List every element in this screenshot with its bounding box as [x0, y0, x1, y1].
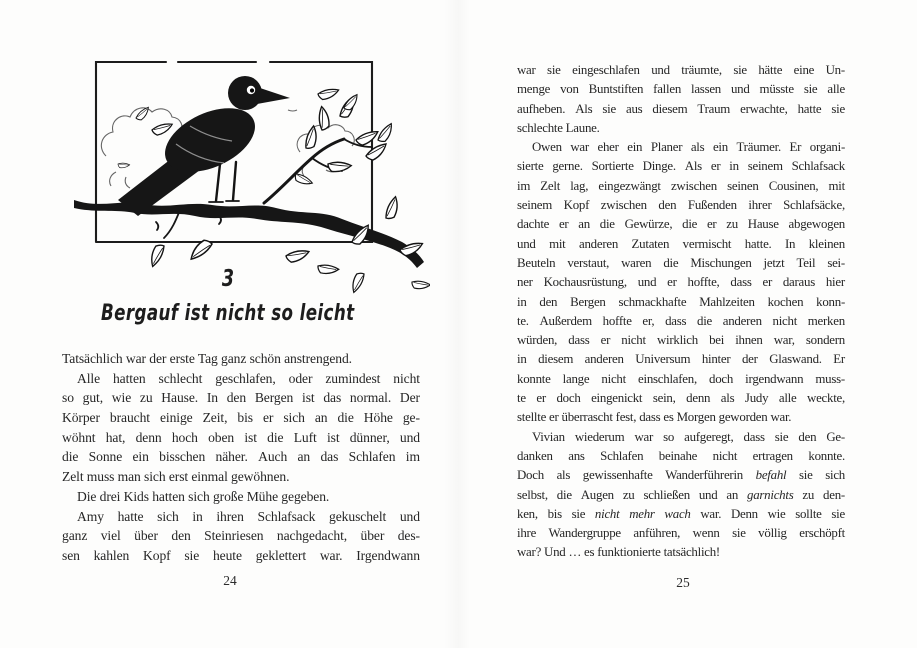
page-number-right: 25 — [676, 575, 690, 590]
text-line: danken ans Schlafen beinahe nicht ertragen konnte. — [517, 448, 845, 463]
text-line: war? Und … es funktionierte tatsächlich! — [517, 545, 720, 560]
text-line: Alle hatten schlecht geschlafen, oder zumindest nicht — [77, 370, 420, 386]
text-line: die Sonne ein bisschen näher. Auch an das Schlafen im — [62, 449, 420, 465]
text-line: in den Bergen schmackhafte Mahlzeiten kochen konn- — [517, 294, 845, 309]
left-page-text — [62, 349, 420, 566]
text-line: aufheben. Als sie aus diesem Traum erwachte, hatte sie — [517, 101, 845, 116]
text-line: Amy hatte sich in ihren Schlafsack gekuschelt und — [77, 508, 420, 524]
chapter-number: 3 — [221, 266, 235, 292]
page-number-left: 24 — [223, 573, 237, 588]
text-line: sierte gerne. Sortierte Dinge. Als er in seinem Schlafsack — [517, 159, 845, 174]
text-line: würden, dass er nicht wirklich bei ihnen war, sondern — [517, 333, 845, 348]
text-line: menge von Buntstiften fallen lassen und müsste sie alle — [517, 82, 845, 97]
text-line: schlechte Laune. — [517, 120, 600, 135]
text-line: stellte er überrascht fest, dass es Morgen geworden war. — [517, 410, 792, 425]
bird-illustration — [60, 52, 430, 300]
text-line: Vivian wiederum war so aufgeregt, dass sie den Ge- — [532, 429, 845, 444]
text-line: sen kahlen Kopf sie heute geklettert war. Irgendwann — [62, 547, 420, 563]
text-line: selbst, die Augen zu schließen und an garnichts zu den- — [517, 487, 845, 502]
text-line: dachte er an die Gewürze, die er zu Hause abgewogen — [517, 217, 845, 232]
text-line: Doch als gewissenhafte Wanderführerin befahl sie sich — [517, 468, 845, 483]
bird-figure — [118, 76, 290, 216]
text-line: ihre Wandergruppe anführen, wenn sie völlig erschöpft — [517, 526, 845, 541]
text-line: ken, bis sie nicht mehr wach war. Denn wie sollte sie — [517, 506, 845, 521]
text-line: im Zelt lag, eingezwängt zwischen seinen Cousinen, mit — [517, 178, 845, 193]
text-line: Tatsächlich war der erste Tag ganz schön anstrengend. — [62, 351, 352, 366]
text-line: seinem Kopf zwischen den Fußenden ihrer Schlafsäcke, — [517, 198, 845, 213]
text-line: Die drei Kids hatten sich große Mühe gegeben. — [77, 488, 330, 504]
text-line: Beuteln verstaut, waren die Mischungen jetzt Teil sei- — [517, 255, 845, 270]
text-line: Owen war eher ein Planer als ein Träumer. Er organi- — [532, 140, 845, 155]
text-line: konnte lange nicht einschlafen, doch irgendwann muss- — [517, 371, 845, 386]
text-line: Körper braucht einige Zeit, bis er sich an die Höhe ge- — [62, 410, 420, 426]
page-gutter-shadow — [444, 0, 470, 648]
text-line: te er doch eingenickt sein, denn als Judy alle weckte, — [517, 391, 845, 406]
text-line: te. Außerdem hoffte er, dass die anderen nicht merken — [517, 313, 845, 328]
text-line: ganz viel über den Steinriesen nachgedacht, über des- — [62, 528, 420, 544]
text-line: Zelt muss man sich erst einmal gewöhnen. — [62, 469, 290, 485]
text-line: wöhnt hat, denn hoch oben ist die Luft ist dünner, und — [62, 429, 420, 445]
right-page-text — [517, 61, 845, 563]
text-line: und mit anderen Zutaten vermischt hatte. In kleinen — [517, 236, 845, 251]
text-line: war sie eingeschlafen und träumte, sie hätte eine Un- — [517, 63, 845, 77]
chapter-title: Bergauf ist nicht so leicht — [101, 301, 355, 326]
text-line: so gut, wie zu Hause. In den Bergen ist das normal. Der — [62, 390, 420, 406]
text-line: ner Kochausrüstung, und er hoffte, dass er daraus hier — [517, 275, 845, 290]
text-line: in diesem anderen Universum hinter der Glaswand. Er — [517, 352, 845, 367]
